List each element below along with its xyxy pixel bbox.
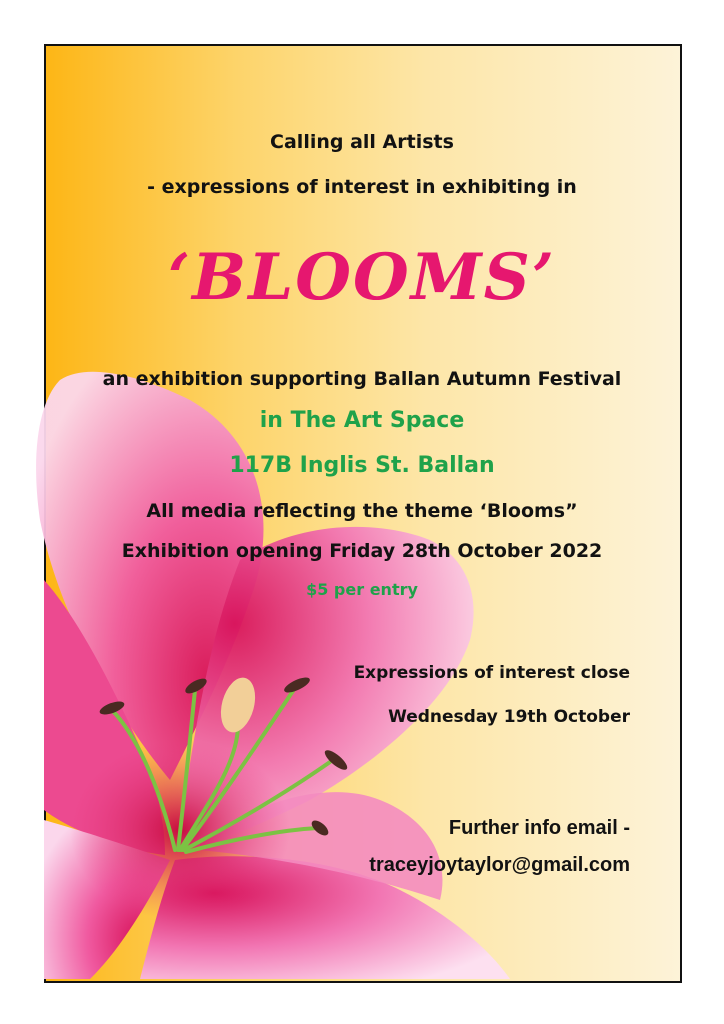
- info-label: Further info email -: [448, 817, 630, 839]
- venue-line: in The Art Space: [259, 408, 465, 433]
- email-address: traceyjoytaylor@gmail.com: [369, 854, 630, 876]
- theme-line: All media reflecting the theme ‘Blooms”: [146, 500, 578, 522]
- address-line: 117B Inglis St. Ballan: [229, 453, 495, 478]
- calling-artists-line: Calling all Artists: [270, 131, 454, 153]
- price-line: $5 per entry: [306, 580, 418, 599]
- exhibition-supporting-line: an exhibition supporting Ballan Autumn Festival: [102, 368, 622, 390]
- close-label: Expressions of interest close: [353, 663, 630, 683]
- blooms-title: ‘BLOOMS’: [167, 240, 557, 315]
- expressions-line: - expressions of interest in exhibiting in: [147, 176, 577, 198]
- close-date: Wednesday 19th October: [388, 707, 630, 727]
- opening-line: Exhibition opening Friday 28th October 2022: [121, 540, 603, 562]
